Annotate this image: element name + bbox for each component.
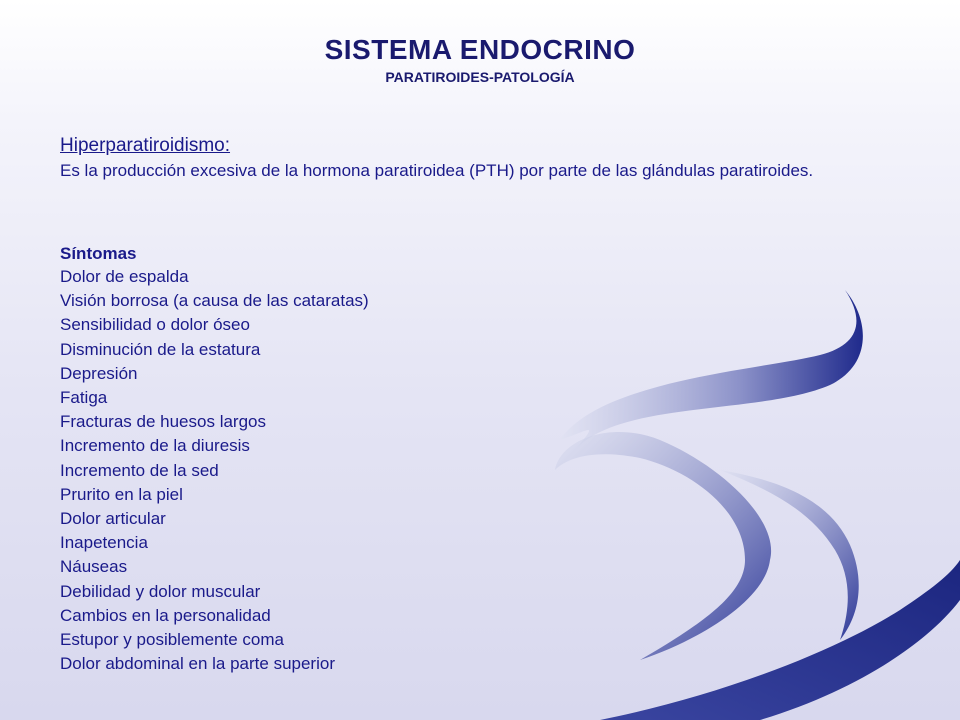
slide-subtitle: PARATIROIDES-PATOLOGÍA — [385, 69, 575, 85]
list-item: Fracturas de huesos largos — [60, 412, 266, 432]
list-item: Fatiga — [60, 388, 108, 408]
title-block — [0, 34, 960, 86]
list-item: Visión borrosa (a causa de las cataratas) — [60, 291, 369, 311]
swoosh-upper — [560, 290, 863, 450]
section-heading: Hiperparatiroidismo: — [60, 135, 231, 156]
list-item: Incremento de la diuresis — [60, 436, 250, 456]
symptoms-heading: Síntomas — [60, 244, 137, 263]
swoosh-middle — [555, 432, 771, 660]
list-item: Debilidad y dolor muscular — [60, 581, 261, 601]
list-item: Estupor y posiblemente coma — [60, 630, 284, 650]
swoosh-bottom — [600, 560, 960, 720]
list-item: Sensibilidad o dolor óseo — [60, 315, 250, 335]
list-item: Dolor articular — [60, 509, 166, 529]
list-item: Dolor de espalda — [60, 267, 189, 286]
definition-text: Es la producción excesiva de la hormona paratiroidea (PTH) por parte de las glándulas paratiroides. — [60, 161, 814, 180]
list-item: Náuseas — [60, 557, 128, 577]
list-item: Depresión — [60, 363, 138, 383]
list-item: Incremento de la sed — [60, 460, 219, 480]
slide-title: SISTEMA ENDOCRINO — [324, 34, 636, 65]
list-item: Inapetencia — [60, 533, 148, 553]
symptoms-list — [60, 265, 369, 676]
list-item: Prurito en la piel — [60, 484, 183, 504]
list-item: Disminución de la estatura — [60, 339, 261, 359]
list-item: Dolor abdominal en la parte superior — [60, 654, 335, 674]
list-item: Cambios en la personalidad — [60, 605, 271, 625]
